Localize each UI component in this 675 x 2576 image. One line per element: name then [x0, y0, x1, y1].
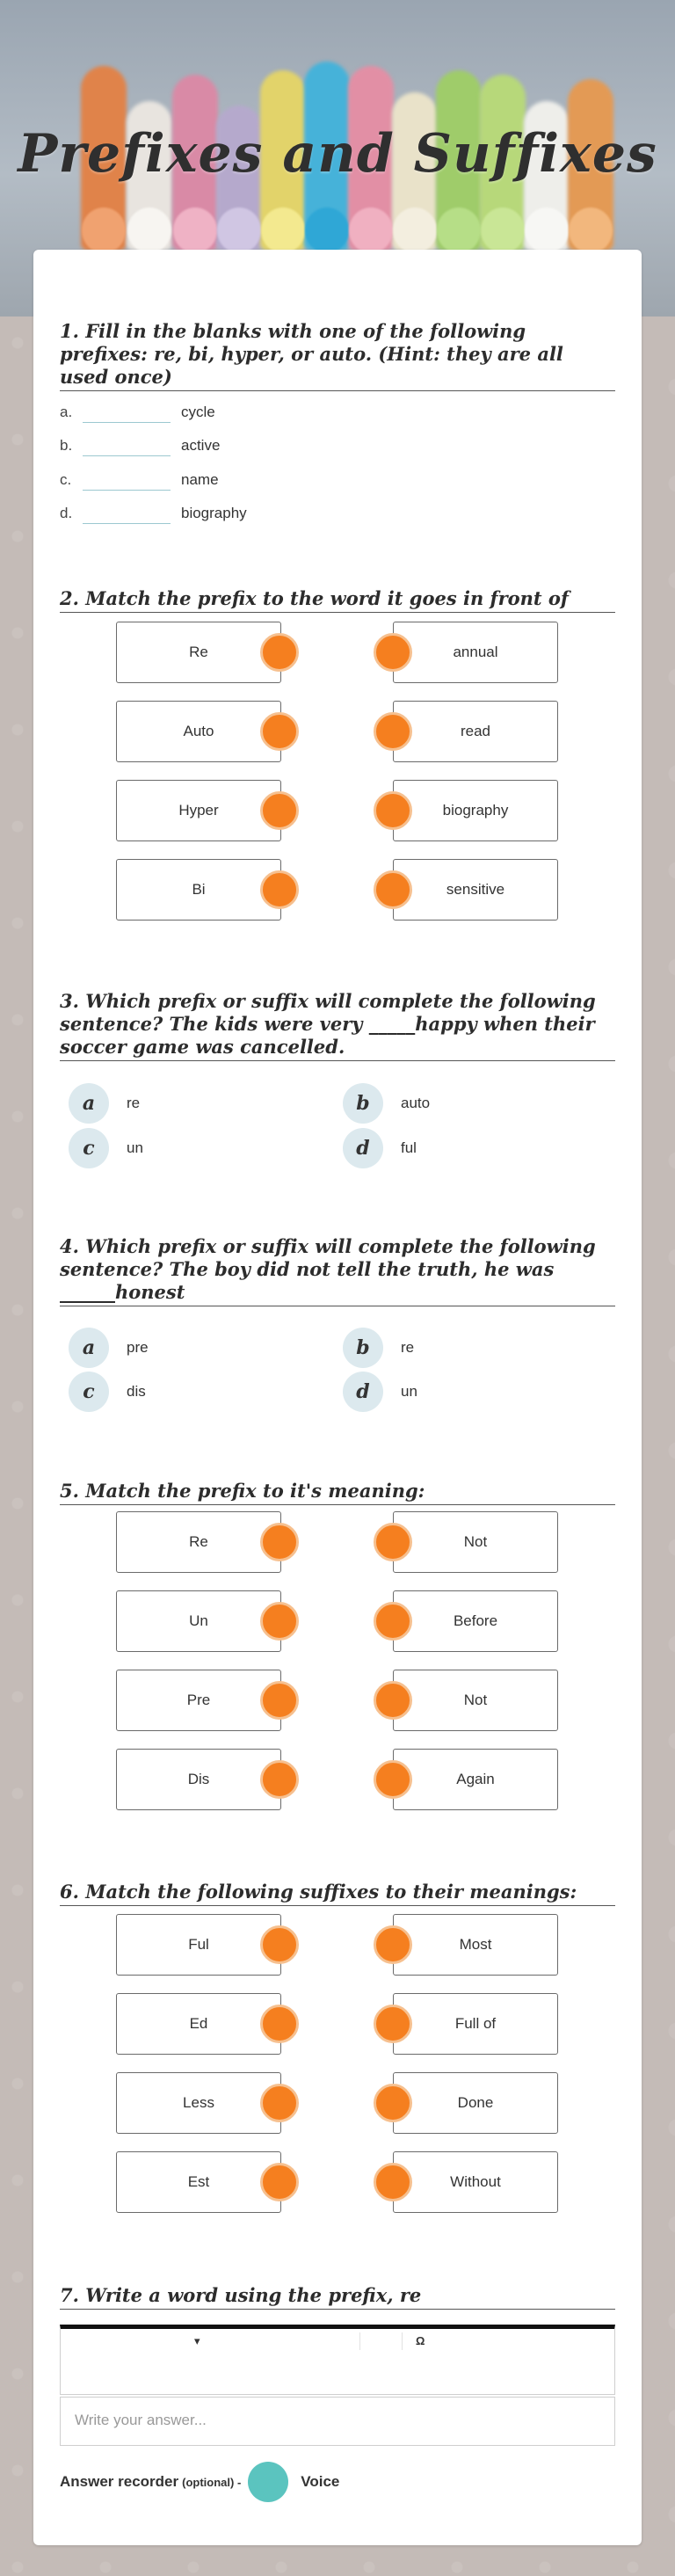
match-left-box[interactable]: Re — [116, 622, 281, 683]
question-5-title: 5. Match the prefix to it's meaning: — [60, 1480, 615, 1505]
fill-row-d — [60, 500, 247, 527]
match-handle[interactable] — [374, 870, 412, 909]
answer-recorder — [60, 2462, 339, 2502]
choice-option-d[interactable] — [343, 1129, 417, 1168]
match-handle[interactable] — [374, 2163, 412, 2201]
question-6-title: 6. Match the following suffixes to their meanings: — [60, 1881, 615, 1906]
match-handle[interactable] — [374, 712, 412, 751]
match-handle[interactable] — [260, 2005, 299, 2043]
chalk-cap-2 — [127, 207, 171, 253]
chalk-cap-10 — [481, 207, 525, 253]
choice-text: re — [127, 1095, 141, 1111]
match-left-box[interactable]: Less — [116, 2072, 281, 2134]
question-4-title: 4. Which prefix or suffix will complete the following sentence? The boy did not tell the truth, he was ______honest — [60, 1235, 615, 1306]
match-left-box[interactable]: Pre — [116, 1670, 281, 1731]
row-word: name — [181, 471, 219, 488]
choice-text: pre — [127, 1339, 149, 1356]
font-dropdown-icon[interactable]: ▾ — [194, 2334, 200, 2347]
choice-text: un — [127, 1139, 143, 1156]
blank-input-d[interactable] — [83, 503, 171, 524]
match-handle[interactable] — [260, 1760, 299, 1799]
choice-letter: b — [343, 1328, 383, 1368]
blank-input-a[interactable] — [83, 402, 171, 423]
choice-option-c[interactable] — [69, 1372, 146, 1411]
match-handle[interactable] — [374, 633, 412, 672]
match-handle[interactable] — [260, 1681, 299, 1720]
match-right-box[interactable]: biography — [393, 780, 558, 841]
choice-option-b[interactable] — [343, 1328, 414, 1367]
chalk-cap-1 — [82, 207, 126, 253]
match-handle[interactable] — [374, 1760, 412, 1799]
match-left-box[interactable]: Est — [116, 2151, 281, 2213]
recorder-label: Answer recorder — [60, 2473, 179, 2490]
answer-input[interactable]: Write your answer... — [60, 2397, 615, 2446]
chalk-cap-8 — [393, 207, 437, 253]
match-right-box[interactable]: Before — [393, 1590, 558, 1652]
special-character-icon[interactable]: Ω — [416, 2334, 425, 2347]
chalk-cap-11 — [525, 207, 569, 253]
row-word: biography — [181, 505, 247, 521]
choice-option-c[interactable] — [69, 1129, 143, 1168]
match-handle[interactable] — [260, 791, 299, 830]
match-handle[interactable] — [260, 2084, 299, 2122]
blank-input-c[interactable] — [83, 469, 171, 491]
match-right-box[interactable]: Not — [393, 1511, 558, 1573]
match-left-box[interactable]: Ed — [116, 1993, 281, 2055]
row-word: cycle — [181, 404, 215, 420]
match-handle[interactable] — [260, 712, 299, 751]
match-left-box[interactable]: Re — [116, 1511, 281, 1573]
chalk-cap-4 — [217, 207, 261, 253]
choice-text: ful — [401, 1139, 417, 1156]
chalk-cap-6 — [305, 207, 349, 253]
voice-label[interactable]: Voice — [301, 2473, 340, 2490]
question-2-title: 2. Match the prefix to the word it goes in front of — [60, 587, 615, 613]
row-letter: a. — [60, 404, 73, 420]
fill-row-a — [60, 399, 215, 426]
question-7-title: 7. Write a word using the prefix, re — [60, 2284, 615, 2310]
match-handle[interactable] — [374, 1602, 412, 1641]
row-letter: b. — [60, 437, 73, 454]
chalk-cap-9 — [437, 207, 481, 253]
match-right-box[interactable]: sensitive — [393, 859, 558, 921]
match-right-box[interactable]: annual — [393, 622, 558, 683]
choice-letter: d — [343, 1128, 383, 1168]
match-handle[interactable] — [260, 633, 299, 672]
choice-letter: c — [69, 1128, 109, 1168]
toolbar-divider — [359, 2332, 360, 2350]
chalk-cap-12 — [569, 207, 613, 253]
rich-text-toolbar — [60, 2325, 615, 2395]
question-1-title: 1. Fill in the blanks with one of the following prefixes: re, bi, hyper, or auto. (Hint: they are all used once) — [60, 320, 615, 391]
row-letter: c. — [60, 471, 72, 488]
match-right-box[interactable]: Without — [393, 2151, 558, 2213]
choice-letter: d — [343, 1372, 383, 1412]
choice-text: dis — [127, 1383, 146, 1400]
match-handle[interactable] — [260, 1602, 299, 1641]
match-left-box[interactable]: Auto — [116, 701, 281, 762]
row-letter: d. — [60, 505, 73, 521]
match-handle[interactable] — [374, 1681, 412, 1720]
match-handle[interactable] — [374, 2084, 412, 2122]
blank-input-b[interactable] — [83, 435, 171, 456]
match-left-box[interactable]: Un — [116, 1590, 281, 1652]
choice-text: re — [401, 1339, 415, 1356]
recorder-optional: (optional) - — [182, 2475, 242, 2489]
match-left-box[interactable]: Hyper — [116, 780, 281, 841]
choice-letter: a — [69, 1083, 109, 1124]
choice-text: un — [401, 1383, 417, 1400]
match-right-box[interactable]: Done — [393, 2072, 558, 2134]
match-handle[interactable] — [374, 791, 412, 830]
choice-option-d[interactable] — [343, 1372, 417, 1411]
match-handle[interactable] — [260, 1523, 299, 1561]
match-handle[interactable] — [260, 2163, 299, 2201]
match-handle[interactable] — [374, 2005, 412, 2043]
match-handle[interactable] — [374, 1523, 412, 1561]
fill-row-c — [60, 467, 219, 493]
match-right-box[interactable]: read — [393, 701, 558, 762]
choice-option-a[interactable] — [69, 1084, 140, 1123]
question-3-title: 3. Which prefix or suffix will complete the following sentence? The kids were very _____happy when their soccer game was cancelled. — [60, 990, 615, 1061]
match-left-box[interactable]: Bi — [116, 859, 281, 921]
chalk-cap-3 — [173, 207, 217, 253]
chalk-cap-5 — [261, 207, 305, 253]
choice-option-a[interactable] — [69, 1328, 149, 1367]
choice-letter: b — [343, 1083, 383, 1124]
toolbar-row — [61, 2329, 614, 2354]
match-left-box[interactable]: Dis — [116, 1749, 281, 1810]
fill-row-b — [60, 433, 220, 459]
match-handle[interactable] — [374, 1925, 412, 1964]
match-right-box[interactable]: Not — [393, 1670, 558, 1731]
choice-option-b[interactable] — [343, 1084, 430, 1123]
match-left-box[interactable]: Ful — [116, 1914, 281, 1976]
choice-text: auto — [401, 1095, 431, 1111]
voice-record-button[interactable] — [248, 2462, 288, 2502]
page-title: Prefixes and Suffixes — [18, 123, 657, 185]
row-word: active — [181, 437, 221, 454]
match-right-box[interactable]: Full of — [393, 1993, 558, 2055]
match-right-box[interactable]: Most — [393, 1914, 558, 1976]
match-handle[interactable] — [260, 870, 299, 909]
toolbar-divider — [402, 2332, 403, 2350]
match-right-box[interactable]: Again — [393, 1749, 558, 1810]
chalk-cap-7 — [349, 207, 393, 253]
match-handle[interactable] — [260, 1925, 299, 1964]
choice-letter: c — [69, 1372, 109, 1412]
choice-letter: a — [69, 1328, 109, 1368]
